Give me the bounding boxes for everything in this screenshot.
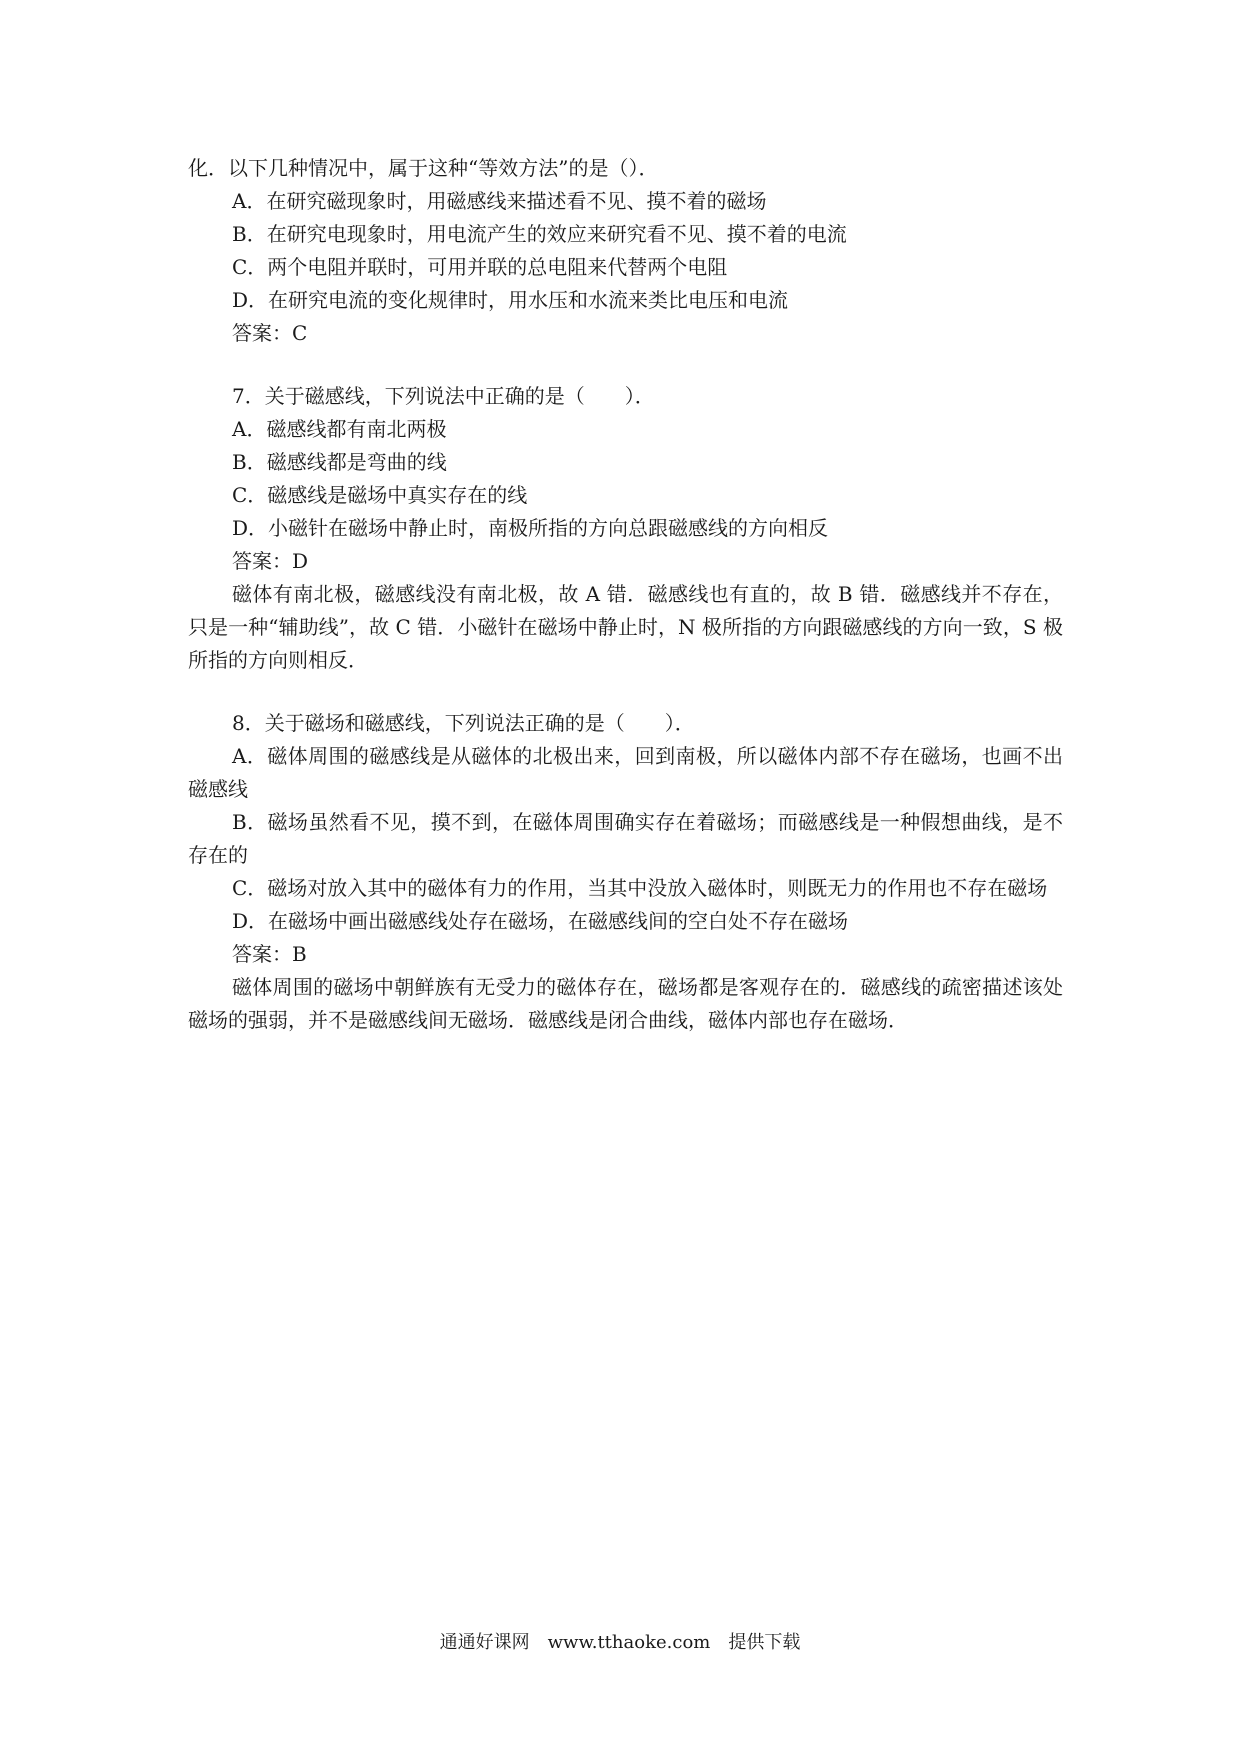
question-7-option-a: A．磁感线都有南北两极 (232, 417, 447, 441)
question-8-option-a: A．磁体周围的磁感线是从磁体的北极出来，回到南极，所以磁体内部不存在磁场，也画不出磁感线 (188, 744, 1063, 801)
document-content (188, 152, 1063, 1037)
question-7-answer: 答案：D (232, 549, 309, 573)
question-6-answer: 答案：C (232, 321, 308, 345)
page-footer: 通通好课网 www.tthaoke.com 提供下载 (439, 1632, 801, 1653)
question-6-option-a: A．在研究磁现象时，用磁感线来描述看不见、摸不着的磁场 (232, 189, 767, 213)
question-8-option-c: C．磁场对放入其中的磁体有力的作用，当其中没放入磁体时，则既无力的作用也不存在磁场 (232, 876, 1048, 900)
question-6-option-c: C．两个电阻并联时，可用并联的总电阻来代替两个电阻 (232, 255, 728, 279)
question-6-option-d: D．在研究电流的变化规律时，用水压和水流来类比电压和电流 (232, 288, 789, 312)
question-6-stem: 化．以下几种情况中，属于这种“等效方法”的是（）． (188, 156, 659, 180)
question-8-explanation: 磁体周围的磁场中朝鲜族有无受力的磁体存在，磁场都是客观存在的．磁感线的疏密描述该处磁场的强弱，并不是磁感线间无磁场．磁感线是闭合曲线，磁体内部也存在磁场． (188, 975, 1063, 1032)
question-8-answer: 答案：B (232, 942, 307, 966)
question-7-option-c: C．磁感线是磁场中真实存在的线 (232, 483, 528, 507)
question-8-option-d: D．在磁场中画出磁感线处存在磁场，在磁感线间的空白处不存在磁场 (232, 909, 849, 933)
spacer (188, 350, 1063, 380)
question-7-option-d: D．小磁针在磁场中静止时，南极所指的方向总跟磁感线的方向相反 (232, 516, 829, 540)
question-8 (188, 707, 1063, 1037)
question-7-explanation: 磁体有南北极，磁感线没有南北极，故 A 错．磁感线也有直的，故 B 错．磁感线并不存在，只是一种“辅助线”，故 C 错．小磁针在磁场中静止时，N 极所指的方向跟磁感线的方向一致，S 极所指的方向则相反． (188, 582, 1063, 672)
question-6-option-b: B．在研究电现象时，用电流产生的效应来研究看不见、摸不着的电流 (232, 222, 847, 246)
question-7-stem: 7．关于磁感线，下列说法中正确的是（ ）． (232, 384, 655, 408)
question-7 (188, 380, 1063, 677)
question-8-option-b: B．磁场虽然看不见，摸不到，在磁体周围确实存在着磁场；而磁感线是一种假想曲线，是不存在的 (188, 810, 1063, 867)
question-6 (188, 152, 1063, 350)
question-7-option-b: B．磁感线都是弯曲的线 (232, 450, 447, 474)
spacer (188, 677, 1063, 707)
question-8-stem: 8．关于磁场和磁感线，下列说法正确的是（ ）． (232, 711, 695, 735)
